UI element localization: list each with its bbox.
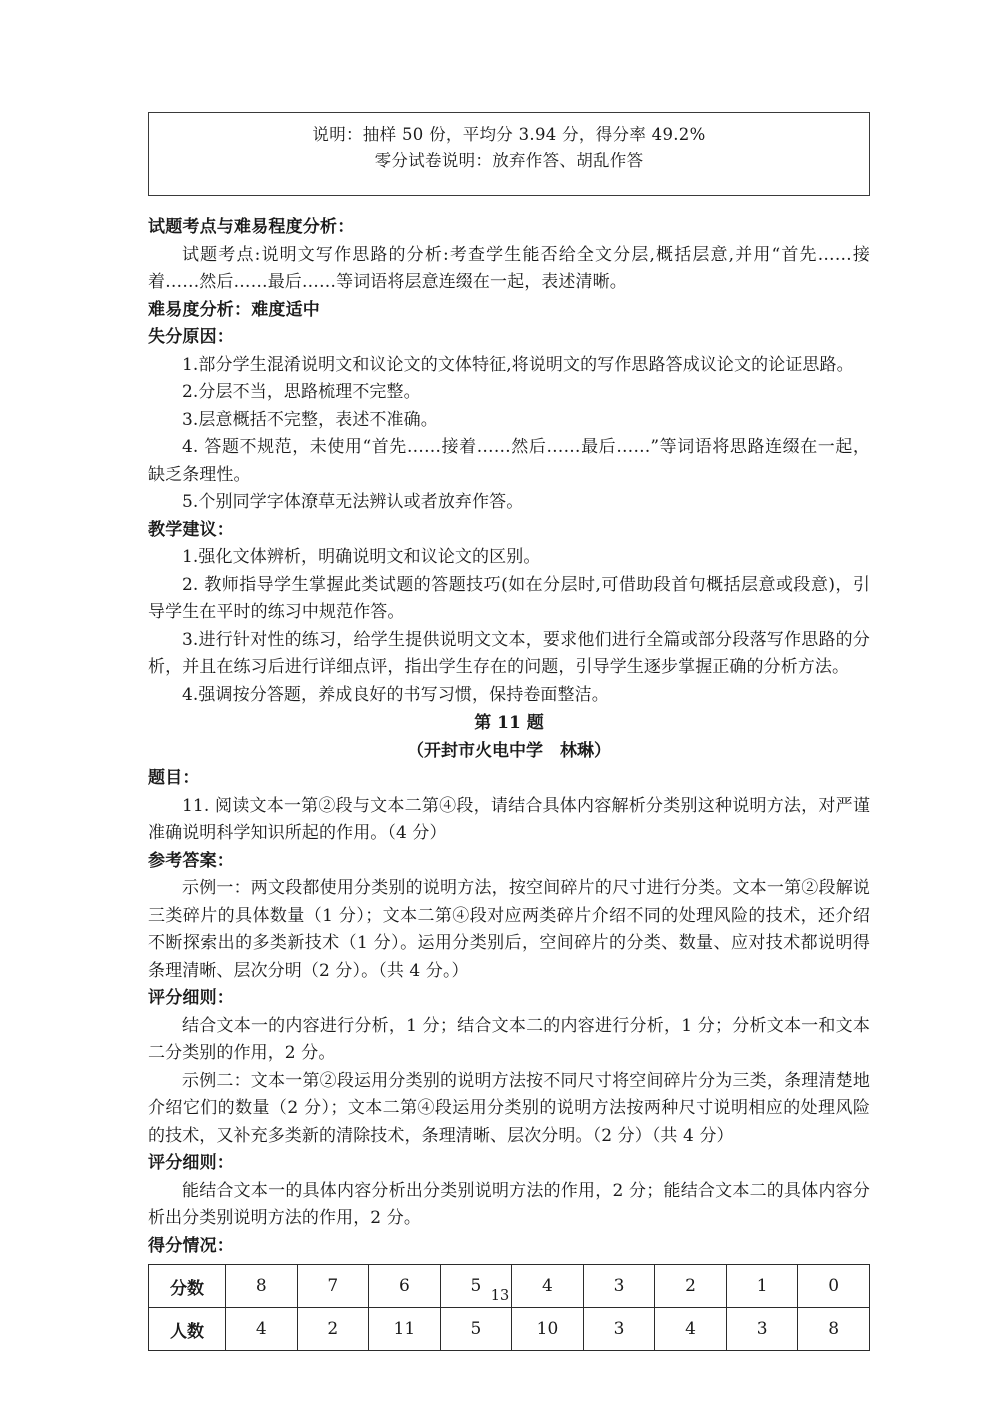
count-cell: 5 (440, 1308, 512, 1351)
row-label-count: 人数 (149, 1308, 226, 1351)
score-cell: 2 (655, 1265, 727, 1308)
analysis-heading: 试题考点与难易程度分析： (148, 217, 355, 237)
lost-point-item: 5.个别同学字体潦草无法辨认或者放弃作答。 (182, 492, 524, 512)
score-cell: 5 (440, 1265, 512, 1308)
question-heading: 题目： (148, 768, 200, 788)
reference-answer-example-2: 示例二：文本一第②段运用分类别的说明方法按不同尺寸将空间碎片分为三类，条理清楚地介绍它们的数量（2 分）；文本二第④段运用分类别的说明方法按两种尺寸说明相应的处理风险的技术，又补充多类新的清除技术，条理清晰、层次分明。（2 分）（共 4 分） (148, 1070, 870, 1146)
summary-box (148, 112, 870, 196)
score-distribution-heading: 得分情况： (148, 1235, 234, 1256)
count-cell: 11 (369, 1308, 441, 1351)
score-cell: 7 (297, 1265, 369, 1308)
score-cell: 8 (226, 1265, 298, 1308)
lost-point-item: 1.部分学生混淆说明文和议论文的文体特征,将说明文的写作思路答成议论文的论证思路。 (182, 354, 854, 375)
lost-point-item: 3.层意概括不完整，表述不准确。 (182, 409, 438, 430)
teaching-suggestion-item: 2. 教师指导学生掌握此类试题的答题技巧(如在分层时,可借助段首句概括层意或段意)，引导学生在平时的练习中规范作答。 (148, 574, 870, 622)
difficulty-heading: 难易度分析：难度适中 (148, 299, 320, 320)
rubric-text-1: 结合文本一的内容进行分析，1 分；结合文本二的内容进行分析，1 分；分析文本一和文本二分类别的作用，2 分。 (148, 1015, 870, 1063)
score-cell: 6 (369, 1265, 441, 1308)
count-cell: 8 (798, 1308, 870, 1351)
summary-statistics-line: 说明：抽样 50 份，平均分 3.94 分，得分率 49.2% (312, 125, 706, 144)
rubric-text-2: 能结合文本一的具体内容分析出分类别说明方法的作用，2 分；能结合文本二的具体内容分析出分类别说明方法的作用，2 分。 (148, 1180, 870, 1228)
teaching-suggestion-item: 4.强调按分答题，养成良好的书写习惯，保持卷面整洁。 (182, 684, 609, 705)
question-text: 11. 阅读文本一第②段与文本二第④段，请结合具体内容解析分类别这种说明方法，对严谨准确说明科学知识所起的作用。（4 分） (148, 795, 870, 843)
score-cell: 3 (583, 1265, 655, 1308)
score-cell: 1 (726, 1265, 798, 1308)
lost-point-item: 2.分层不当，思路梳理不完整。 (182, 382, 421, 402)
score-cell: 4 (512, 1265, 584, 1308)
count-cell: 4 (226, 1308, 298, 1351)
page-content (148, 112, 870, 1351)
count-cell: 3 (583, 1308, 655, 1351)
rubric-heading-1: 评分细则： (148, 988, 234, 1008)
reference-answer-heading: 参考答案： (148, 850, 234, 871)
analysis-point-paragraph: 试题考点:说明文写作思路的分析:考查学生能否给全文分层,概括层意,并用“首先……接着……然后……最后……等词语将层意连缀在一起，表述清晰。 (148, 244, 870, 292)
page-number: 13 (490, 1288, 510, 1304)
question-author: （开封市火电中学 林琳） (407, 741, 611, 761)
lost-points-heading: 失分原因： (148, 327, 234, 347)
lost-point-item: 4. 答题不规范，未使用“首先……接着……然后……最后……”等词语将思路连缀在一起，缺乏条理性。 (148, 437, 870, 485)
teaching-suggestion-item: 1.强化文体辨析，明确说明文和议论文的区别。 (182, 547, 541, 567)
count-cell: 3 (726, 1308, 798, 1351)
zero-score-note-line: 零分试卷说明：放弃作答、胡乱作答 (374, 151, 644, 170)
count-cell: 4 (655, 1308, 727, 1351)
count-cell: 10 (512, 1308, 584, 1351)
count-cell: 2 (297, 1308, 369, 1351)
reference-answer-example-1: 示例一：两文段都使用分类别的说明方法，按空间碎片的尺寸进行分类。文本一第②段解说三类碎片的具体数量（1 分）；文本二第④段对应两类碎片介绍不同的处理风险的技术，还介绍不断探索出的多类新技术（1 分）。运用分类别后，空间碎片的分类、数量、应对技术都说明得条理清晰、层次分明（2 分）。（共 4 分。） (148, 878, 870, 981)
score-cell: 0 (798, 1265, 870, 1308)
score-distribution-table (148, 1264, 870, 1351)
rubric-heading-2: 评分细则： (148, 1153, 234, 1173)
table-row-counts (149, 1308, 870, 1351)
teaching-suggestions-heading: 教学建议： (148, 519, 234, 540)
question-title: 第 11 题 (474, 713, 544, 733)
row-label-score: 分数 (149, 1265, 226, 1308)
teaching-suggestion-item: 3.进行针对性的练习，给学生提供说明文文本，要求他们进行全篇或部分段落写作思路的分析，并且在练习后进行详细点评，指出学生存在的问题，引导学生逐步掌握正确的分析方法。 (148, 629, 870, 677)
